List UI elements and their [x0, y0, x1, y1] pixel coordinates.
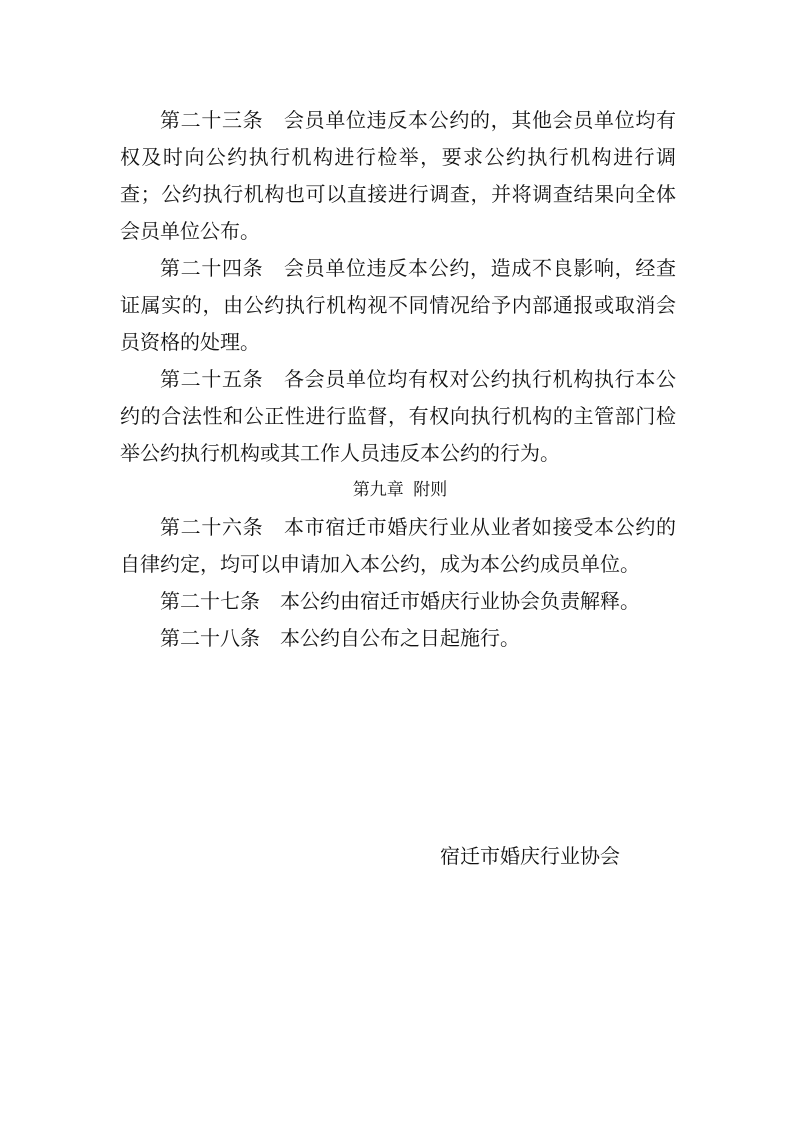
article-text: 本公约由宿迁市婚庆行业协会负责解释。 — [280, 589, 640, 613]
article-number: 第二十八条 — [160, 626, 260, 650]
article-23 — [120, 102, 676, 250]
article-25 — [120, 361, 676, 472]
article-26 — [120, 509, 676, 583]
article-28 — [120, 620, 676, 657]
chapter-heading: 第九章 附则 — [352, 480, 448, 500]
article-27 — [120, 583, 676, 620]
article-number: 第二十五条 — [160, 367, 264, 391]
article-number: 第二十七条 — [160, 589, 260, 613]
article-24 — [120, 250, 676, 361]
article-text: 会员单位违反本公约，造成不良影响，经查证属实的，由公约执行机构视不同情况给予内部通报或取消会员资格的处理。 — [120, 256, 677, 354]
document-body — [120, 102, 676, 657]
article-number: 第二十四条 — [160, 256, 264, 280]
signature-organization: 宿迁市婚庆行业协会 — [440, 844, 620, 868]
article-number: 第二十六条 — [160, 515, 264, 539]
article-text: 本市宿迁市婚庆行业从业者如接受本公约的自律约定，均可以申请加入本公约，成为本公约成员单位。 — [120, 515, 677, 576]
article-number: 第二十三条 — [160, 108, 264, 132]
article-text: 各会员单位均有权对公约执行机构执行本公约的合法性和公正性进行监督，有权向执行机构的主管部门检举公约执行机构或其工作人员违反本公约的行为。 — [120, 367, 677, 465]
article-text: 会员单位违反本公约的，其他会员单位均有权及时向公约执行机构进行检举，要求公约执行机构进行调查；公约执行机构也可以直接进行调查，并将调查结果向全体会员单位公布。 — [120, 108, 677, 243]
article-text: 本公约自公布之日起施行。 — [280, 626, 520, 650]
